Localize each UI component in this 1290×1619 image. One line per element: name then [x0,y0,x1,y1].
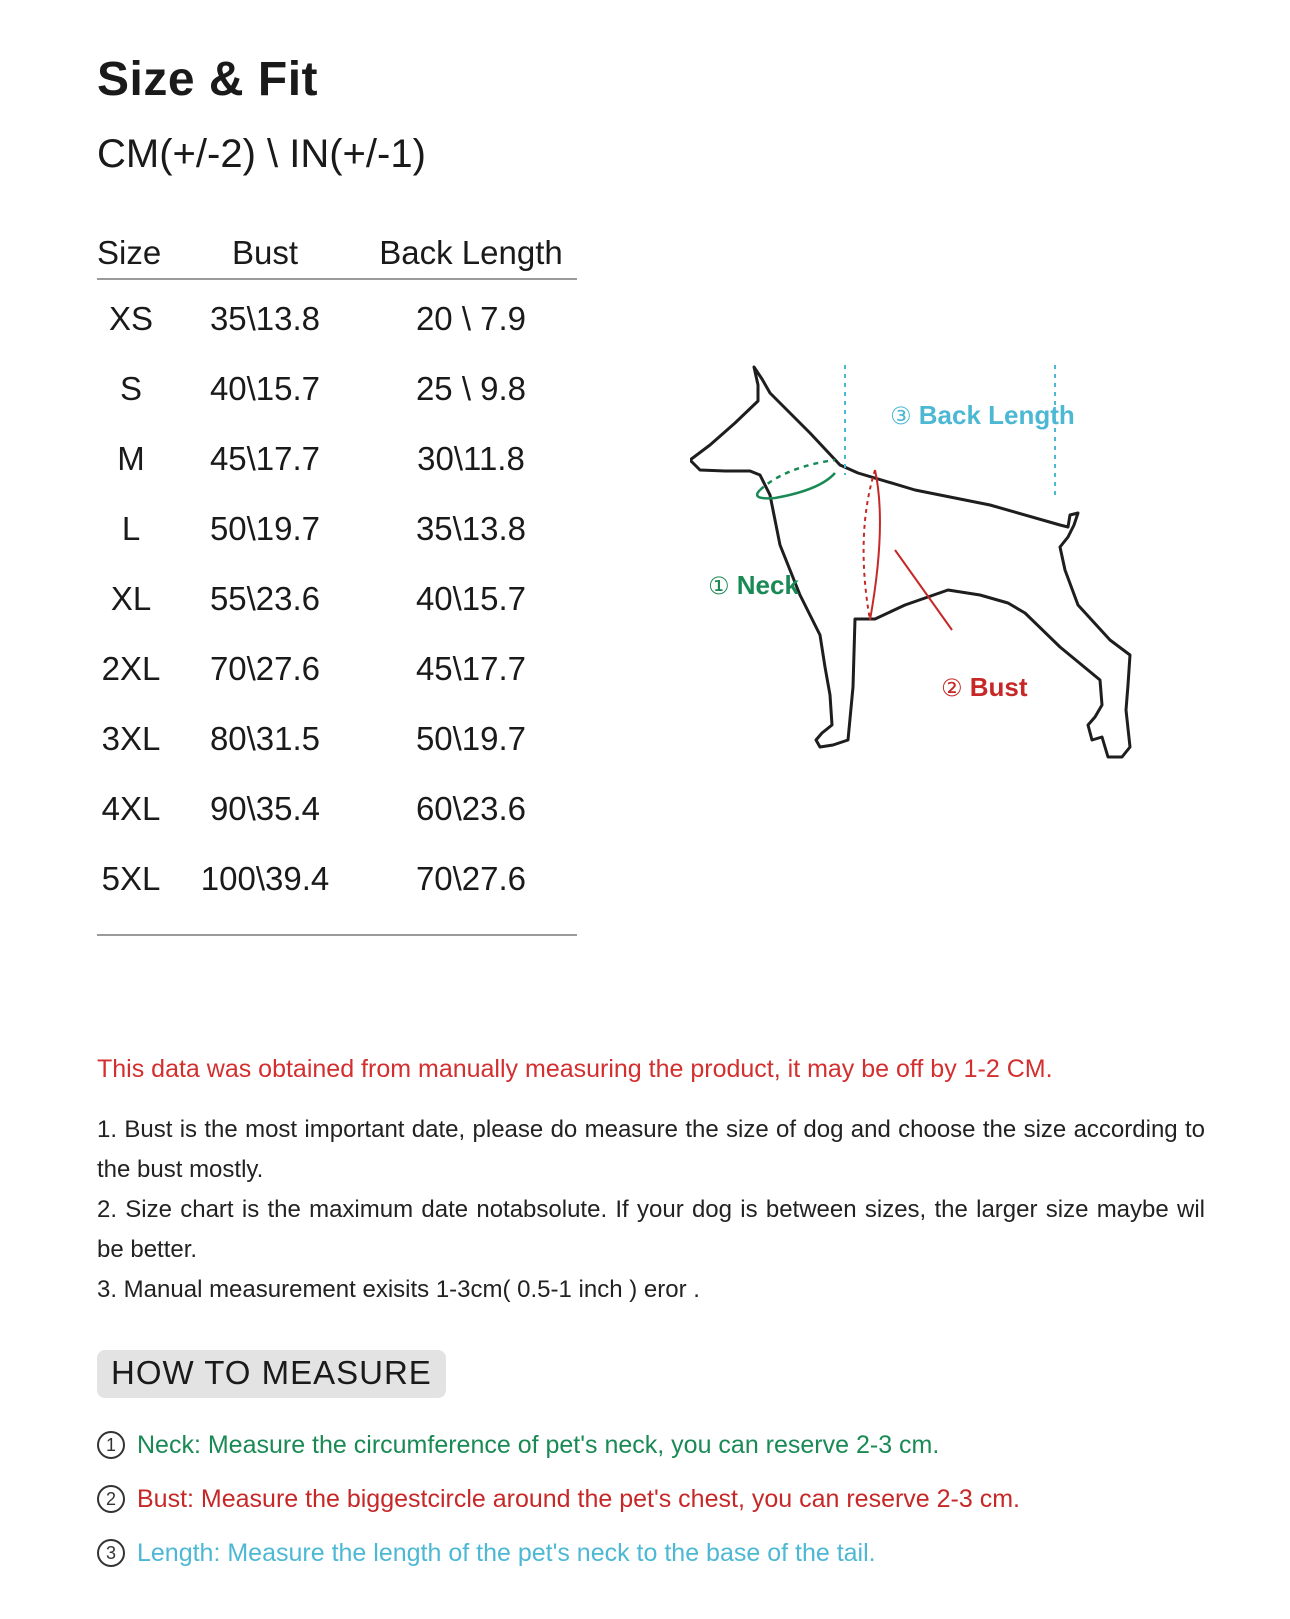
cell-size: S [119,370,142,407]
note-item: 2. Size chart is the maximum date notabsolute. If your dog is between sizes, the larger size maybe wil be better. [97,1196,1205,1263]
step-text: Length: Measure the length of the pet's neck to the base of the tail. [137,1538,876,1567]
neck-text: Neck [736,570,799,600]
cell-bust: 100\39.4 [200,860,330,897]
step-number-icon: 2 [97,1485,125,1513]
table-row [97,774,577,844]
back-length-label [890,400,1075,431]
measure-steps [97,1418,1020,1580]
table-header-row [97,228,577,279]
cell-bust: 35\13.8 [209,300,321,337]
cell-size: L [121,510,141,547]
header-bust: Bust [165,228,365,279]
cell-back-length: 20 \ 7.9 [415,300,527,337]
dog-measurement-diagram [690,365,1190,795]
table-row [97,634,577,704]
units-subtitle: CM(+/-2) \ IN(+/-1) [97,132,426,176]
cell-size: 4XL [101,790,161,827]
note-item: 3. Manual measurement exisits 1-3cm( 0.5-1 inch ) eror . [97,1276,700,1303]
table-row [97,844,577,914]
cell-size: 2XL [101,650,161,687]
cell-size: 3XL [101,720,161,757]
table-row [97,494,577,564]
bust-label [941,672,1028,703]
back-length-text: Back Length [918,400,1075,430]
table-row [97,564,577,634]
cell-bust: 50\19.7 [209,510,321,547]
cell-back-length: 40\15.7 [415,580,527,617]
cell-back-length: 60\23.6 [415,790,527,827]
cell-size: XS [108,300,154,337]
neck-number: ① [708,573,730,600]
step-text: Neck: Measure the circumference of pet's neck, you can reserve 2-3 cm. [137,1430,940,1459]
step-length [97,1526,1020,1580]
notes-list [97,1110,1205,1310]
how-to-measure-heading: HOW TO MEASURE [97,1350,446,1398]
table-bottom-rule [97,934,577,936]
cell-bust: 40\15.7 [209,370,321,407]
cell-size: 5XL [101,860,161,897]
neck-label [708,570,799,601]
step-number-icon: 3 [97,1539,125,1567]
note-item: 1. Bust is the most important date, please do measure the size of dog and choose the size according to the bust mostly. [97,1116,1205,1183]
cell-back-length: 45\17.7 [415,650,527,687]
table-row [97,354,577,424]
cell-back-length: 70\27.6 [415,860,527,897]
cell-bust: 90\35.4 [209,790,321,827]
cell-bust: 80\31.5 [209,720,321,757]
cell-back-length: 35\13.8 [415,510,527,547]
header-size: Size [97,228,165,279]
table-row [97,424,577,494]
cell-bust: 55\23.6 [209,580,321,617]
cell-bust: 45\17.7 [209,440,321,477]
back-length-number: ③ [890,403,912,430]
table-row [97,704,577,774]
cell-back-length: 30\11.8 [417,440,525,477]
cell-bust: 70\27.6 [209,650,321,687]
step-number-icon: 1 [97,1431,125,1459]
cell-size: M [117,440,145,477]
bust-text: Bust [969,672,1028,702]
step-text: Bust: Measure the biggestcircle around the pet's chest, you can reserve 2-3 cm. [137,1484,1020,1513]
page-title: Size & Fit [97,53,319,106]
bust-number: ② [941,675,963,702]
header-back-length: Back Length [365,228,577,279]
cell-size: XL [110,580,152,617]
step-neck [97,1418,1020,1472]
table-row [97,279,577,354]
measurement-disclaimer: This data was obtained from manually measuring the product, it may be off by 1-2 CM. [97,1055,1053,1083]
size-table [97,228,577,914]
cell-back-length: 50\19.7 [415,720,527,757]
step-bust [97,1472,1020,1526]
cell-back-length: 25 \ 9.8 [415,370,527,407]
